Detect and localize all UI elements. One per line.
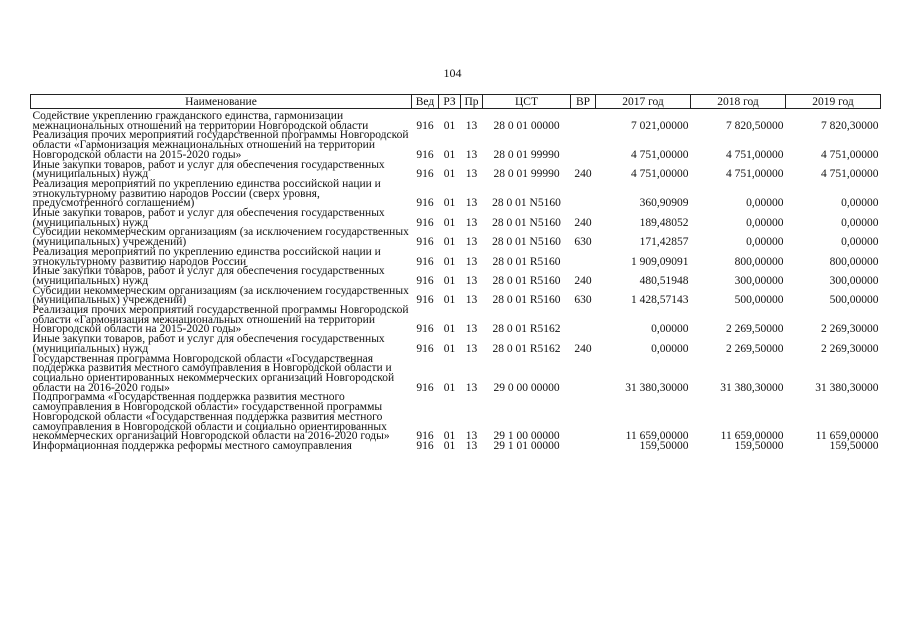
header-2018: 2018 год — [691, 95, 786, 109]
row-value-2017: 4 751,00000 — [631, 148, 689, 161]
row-vr: 630 — [574, 294, 592, 307]
table-header-row — [31, 95, 881, 109]
row-value-2017: 1 909,09091 — [631, 255, 689, 268]
budget-table — [30, 94, 881, 452]
header-name: Наименование — [31, 95, 412, 109]
row-value-2018: 7 820,50000 — [726, 119, 784, 132]
row-ved: 916 — [416, 430, 434, 443]
row-value-2018: 800,00000 — [734, 255, 784, 268]
row-ved: 916 — [416, 168, 434, 181]
row-vr: 240 — [574, 168, 592, 181]
row-pr: 13 — [465, 342, 478, 355]
row-vr — [571, 109, 596, 132]
row-value-2019: 500,00000 — [829, 294, 879, 307]
row-value-2019: 4 751,00000 — [821, 168, 879, 181]
row-cst: 28 0 01 R5162 — [492, 323, 561, 336]
row-rz: 01 — [443, 236, 456, 249]
row-name: Иные закупки товаров, работ и услуг для обеспечения государственных (муниципальных) нужд — [32, 158, 385, 181]
row-pr: 13 — [465, 255, 478, 268]
header-pr: Пр — [461, 95, 483, 109]
row-cst: 28 0 01 99990 — [493, 148, 560, 161]
row-name: Реализация мероприятий по укреплению единства российской нации и этнокультурному развитию народов России — [32, 245, 381, 268]
row-value-2019: 31 380,30000 — [815, 381, 879, 394]
row-vr — [571, 180, 596, 209]
row-name: Реализация мероприятий по укреплению единства российской нации и этнокультурному развитию народов России (сверх уровня, предусмотренного соглашением) — [32, 177, 381, 210]
row-value-2018: 2 269,50000 — [726, 323, 784, 336]
header-rz: РЗ — [439, 95, 461, 109]
row-value-2017: 4 751,00000 — [631, 168, 689, 181]
row-vr — [571, 306, 596, 335]
row-cst: 28 0 01 R5162 — [492, 342, 561, 355]
row-value-2018: 2 269,50000 — [726, 342, 784, 355]
header-2017: 2017 год — [596, 95, 691, 109]
row-value-2019: 0,00000 — [841, 236, 879, 249]
row-value-2018: 4 751,00000 — [726, 148, 784, 161]
row-name: Государственная программа Новгородской области «Государственная поддержка развития местного самоуправления в Новгородской области и социально ориентированных некоммерческих организаций Новгородской области на 2016-2020 годы» — [32, 352, 395, 394]
row-cst: 28 0 01 00000 — [493, 119, 560, 132]
row-vr: 240 — [574, 274, 592, 287]
header-vr: ВР — [571, 95, 596, 109]
row-ved: 916 — [416, 294, 434, 307]
row-value-2018: 31 380,30000 — [720, 381, 784, 394]
row-value-2019: 7 820,30000 — [821, 119, 879, 132]
row-rz: 01 — [443, 381, 456, 394]
row-pr: 13 — [465, 197, 478, 210]
row-value-2017: 7 021,00000 — [631, 119, 689, 132]
row-name: Иные закупки товаров, работ и услуг для обеспечения государственных (муниципальных) нужд — [32, 207, 385, 229]
row-rz: 01 — [443, 430, 456, 443]
row-value-2019: 0,00000 — [841, 216, 879, 229]
row-value-2017: 360,90909 — [639, 197, 689, 210]
row-rz: 01 — [443, 439, 456, 452]
row-pr: 13 — [465, 168, 478, 181]
row-vr: 240 — [574, 216, 592, 229]
row-value-2017: 1 428,57143 — [631, 294, 689, 307]
header-ved: Вед — [412, 95, 439, 109]
row-value-2018: 4 751,00000 — [726, 168, 784, 181]
row-cst: 29 1 00 00000 — [493, 430, 560, 443]
row-vr: 240 — [574, 342, 592, 355]
row-vr: 630 — [574, 236, 592, 249]
row-ved: 916 — [416, 216, 434, 229]
row-name: Информационная поддержка реформы местного самоуправления — [32, 439, 352, 452]
row-rz: 01 — [443, 255, 456, 268]
row-rz: 01 — [443, 119, 456, 132]
row-value-2019: 300,00000 — [829, 274, 879, 287]
row-value-2018: 500,00000 — [734, 294, 784, 307]
row-rz: 01 — [443, 323, 456, 336]
row-ved: 916 — [416, 381, 434, 394]
row-cst: 28 0 01 N5160 — [492, 236, 561, 249]
row-rz: 01 — [443, 294, 456, 307]
row-rz: 01 — [443, 342, 456, 355]
row-name: Иные закупки товаров, работ и услуг для обеспечения государственных (муниципальных) нужд — [32, 333, 385, 355]
table-row — [31, 109, 881, 132]
row-pr: 13 — [465, 274, 478, 287]
row-ved: 916 — [416, 148, 434, 161]
row-name: Содействие укреплению гражданского единства, гармонизации межнациональных отношений на территории Новгородской области — [32, 110, 369, 132]
row-pr: 13 — [465, 294, 478, 307]
row-cst: 29 0 00 00000 — [493, 381, 560, 394]
row-vr — [571, 131, 596, 160]
row-vr — [571, 248, 596, 267]
row-ved: 916 — [416, 119, 434, 132]
row-pr: 13 — [465, 381, 478, 394]
table-row — [31, 335, 881, 354]
header-2019: 2019 год — [786, 95, 881, 109]
row-rz: 01 — [443, 274, 456, 287]
row-ved: 916 — [416, 439, 434, 452]
row-vr — [571, 442, 596, 452]
row-value-2017: 171,42857 — [639, 236, 689, 249]
row-value-2019: 11 659,00000 — [815, 430, 879, 443]
row-value-2017: 11 659,00000 — [625, 430, 689, 443]
row-name: Реализация прочих мероприятий государственной программы Новгородской области «Гармонизация межнациональных отношений на территории Новгородской области на 2015-2020 годы» — [32, 304, 409, 336]
table-row — [31, 131, 881, 160]
row-value-2019: 2 269,30000 — [821, 342, 879, 355]
row-value-2018: 159,50000 — [734, 439, 784, 452]
row-vr — [571, 393, 596, 442]
row-name: Субсидии некоммерческим организациям (за исключением государственных (муниципальных) учреждений) — [32, 284, 409, 307]
row-ved: 916 — [416, 236, 434, 249]
row-name: Иные закупки товаров, работ и услуг для обеспечения государственных (муниципальных) нужд — [32, 265, 385, 287]
row-rz: 01 — [443, 197, 456, 210]
row-name: Подпрограмма «Государственная поддержка развития местного самоуправления в Новгородской области» государственной программы Новгородской области «Государственная поддержка развития местного самоуправления в Новгородской области и социально ориентированных некоммерческих организаций Новгородской области на 2016-2020 годы» — [32, 391, 390, 443]
table-row — [31, 442, 881, 452]
row-rz: 01 — [443, 216, 456, 229]
row-ved: 916 — [416, 342, 434, 355]
table-row — [31, 267, 881, 286]
row-cst: 28 0 01 N5160 — [492, 197, 561, 210]
row-value-2017: 189,48052 — [639, 216, 689, 229]
row-value-2017: 480,51948 — [639, 274, 689, 287]
row-ved: 916 — [416, 323, 434, 336]
table-row — [31, 180, 881, 209]
row-value-2019: 0,00000 — [841, 197, 879, 210]
row-pr: 13 — [465, 430, 478, 443]
table-row — [31, 355, 881, 394]
table-row — [31, 306, 881, 335]
header-cst: ЦСТ — [483, 95, 571, 109]
row-pr: 13 — [465, 148, 478, 161]
row-cst: 28 0 01 R5160 — [492, 294, 561, 307]
row-value-2019: 4 751,00000 — [821, 148, 879, 161]
row-cst: 29 1 01 00000 — [493, 439, 560, 452]
row-cst: 28 0 01 R5160 — [492, 255, 561, 268]
row-value-2018: 0,00000 — [746, 216, 784, 229]
row-pr: 13 — [465, 216, 478, 229]
row-rz: 01 — [443, 168, 456, 181]
row-pr: 13 — [465, 236, 478, 249]
row-value-2019: 800,00000 — [829, 255, 879, 268]
row-value-2019: 2 269,30000 — [821, 323, 879, 336]
row-rz: 01 — [443, 148, 456, 161]
row-value-2017: 31 380,30000 — [625, 381, 689, 394]
row-value-2017: 0,00000 — [651, 323, 689, 336]
table-row — [31, 161, 881, 180]
table-row — [31, 228, 881, 247]
row-value-2018: 0,00000 — [746, 236, 784, 249]
row-value-2018: 0,00000 — [746, 197, 784, 210]
row-cst: 28 0 01 N5160 — [492, 216, 561, 229]
row-ved: 916 — [416, 255, 434, 268]
row-cst: 28 0 01 99990 — [493, 168, 560, 181]
row-ved: 916 — [416, 274, 434, 287]
row-pr: 13 — [465, 439, 478, 452]
row-cst: 28 0 01 R5160 — [492, 274, 561, 287]
row-name: Реализация прочих мероприятий государственной программы Новгородской области «Гармонизация межнациональных отношений на территории Новгородской области на 2015-2020 годы» — [32, 129, 409, 161]
page-number: 104 — [443, 66, 462, 80]
row-value-2018: 11 659,00000 — [720, 430, 784, 443]
table-row — [31, 393, 881, 442]
row-value-2018: 300,00000 — [734, 274, 784, 287]
row-value-2017: 0,00000 — [651, 342, 689, 355]
row-pr: 13 — [465, 323, 478, 336]
row-value-2019: 159,50000 — [829, 439, 879, 452]
row-ved: 916 — [416, 197, 434, 210]
row-vr — [571, 355, 596, 394]
row-value-2017: 159,50000 — [639, 439, 689, 452]
row-name: Субсидии некоммерческим организациям (за исключением государственных (муниципальных) учреждений) — [32, 226, 409, 249]
row-pr: 13 — [465, 119, 478, 132]
